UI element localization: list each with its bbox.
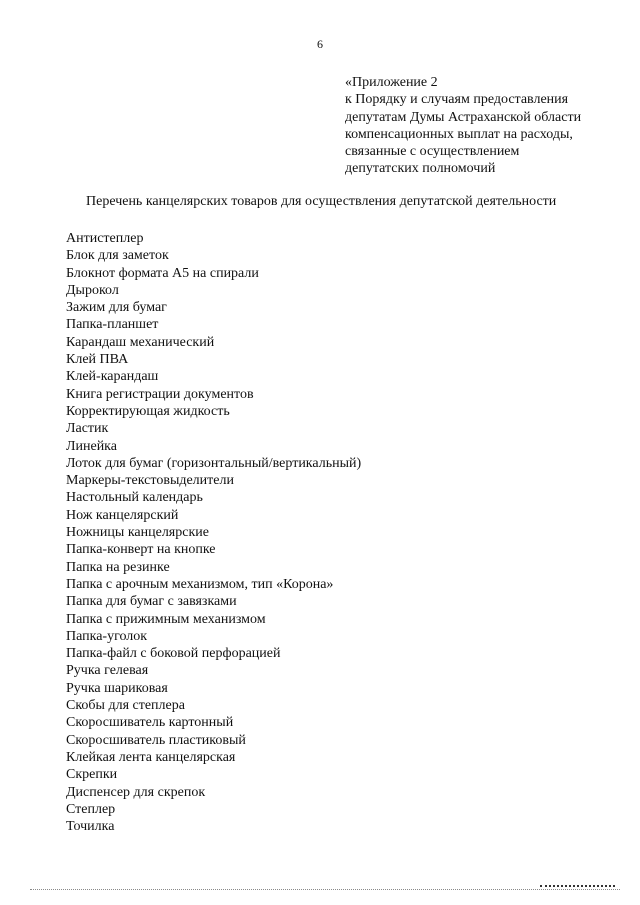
list-item: Папка-конверт на кнопке — [66, 542, 216, 558]
list-item: Точилка — [66, 819, 115, 835]
list-item: Скоросшиватель пластиковый — [66, 732, 246, 748]
list-item: Папка на резинке — [66, 559, 170, 575]
list-item: Линейка — [66, 438, 117, 454]
list-item: Диспенсер для скрепок — [66, 784, 206, 800]
list-item: Ручка шариковая — [66, 680, 168, 696]
list-item: Скоросшиватель картонный — [66, 715, 234, 731]
appendix-line: депутатских полномочий — [345, 161, 496, 177]
document-title: Перечень канцелярских товаров для осуществления депутатской деятельности — [86, 194, 557, 209]
appendix-line: компенсационных выплат на расходы, — [345, 126, 573, 142]
list-item: Папка с прижимным механизмом — [66, 611, 266, 627]
list-item: Скрепки — [66, 767, 118, 783]
list-item: Зажим для бумаг — [66, 300, 167, 316]
appendix-header — [345, 74, 581, 178]
list-item: Блокнот формата А5 на спирали — [66, 265, 259, 281]
list-item: Маркеры-текстовыделители — [66, 473, 234, 489]
list-item: Антистеплер — [66, 231, 144, 246]
list-item: Ножницы канцелярские — [66, 525, 209, 541]
list-item: Блок для заметок — [66, 248, 169, 264]
page-number: 6 — [317, 37, 323, 51]
list-item: Скобы для степлера — [66, 698, 185, 714]
list-item: Лоток для бумаг (горизонтальный/вертикальный) — [66, 455, 362, 471]
list-item: Корректирующая жидкость — [66, 403, 230, 419]
appendix-line: депутатам Думы Астраханской области — [345, 109, 582, 125]
list-item: Нож канцелярский — [66, 507, 179, 523]
appendix-line: связанные с осуществлением — [345, 144, 520, 160]
list-item: Ручка гелевая — [66, 663, 149, 679]
list-item: Папка-уголок — [66, 628, 148, 644]
list-item: Клей-карандаш — [66, 369, 159, 385]
list-item: Дырокол — [66, 282, 119, 298]
supplies-list — [66, 230, 361, 835]
appendix-line: к Порядку и случаям предоставления — [345, 92, 569, 108]
list-item: Клей ПВА — [66, 352, 129, 368]
appendix-line: «Приложение 2 — [345, 75, 438, 90]
list-item: Книга регистрации документов — [66, 386, 254, 402]
list-item: Степлер — [66, 801, 116, 817]
list-item: Папка с арочным механизмом, тип «Корона» — [66, 576, 334, 592]
list-item: Папка для бумаг с завязками — [66, 594, 237, 610]
list-item: Клейкая лента канцелярская — [66, 749, 236, 765]
list-item: Папка-планшет — [66, 317, 159, 333]
list-item: Папка-файл с боковой перфорацией — [66, 646, 281, 662]
list-item: Карандаш механический — [66, 334, 215, 350]
scan-mark — [540, 885, 615, 887]
list-item: Настольный календарь — [66, 490, 203, 506]
scan-edge-line — [30, 889, 620, 890]
list-item: Ластик — [66, 421, 109, 437]
